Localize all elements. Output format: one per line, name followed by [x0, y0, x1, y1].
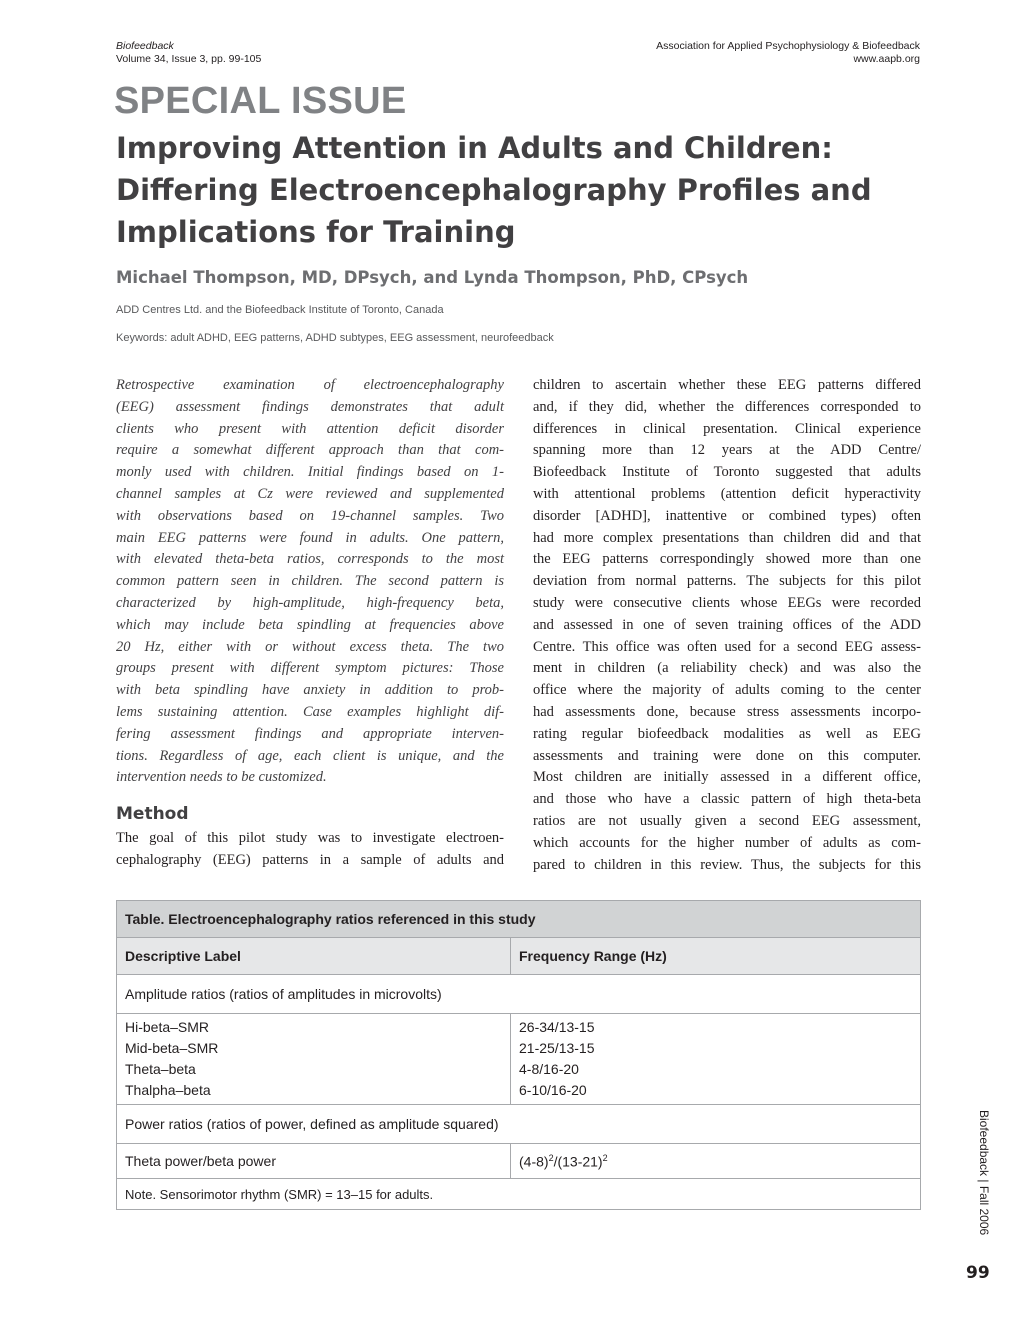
volume-info: Volume 34, Issue 3, pp. 99-105 [116, 53, 262, 65]
power-range [511, 1144, 921, 1179]
abstract-line: common pattern seen in children. The second pattern is [116, 573, 504, 590]
abstract-line: require a somewhat different approach than that com- [116, 442, 504, 459]
side-running-footer [975, 1110, 995, 1260]
body-line: disorder [ADHD], inattentive or combined types) often [533, 507, 921, 524]
table-caption-row [117, 901, 921, 938]
body-line: office where the majority of adults coming to the center [533, 682, 921, 699]
abstract-line: with elevated theta-beta ratios, corresponds to the most [116, 551, 504, 568]
abstract-line: with observations based on 19-channel samples. Two [116, 507, 504, 524]
ratio-label: Hi-beta–SMR [125, 1019, 210, 1035]
ratio-range: 6-10/16-20 [519, 1082, 587, 1098]
keywords: Keywords: adult ADHD, EEG patterns, ADHD subtypes, EEG assessment, neurofeedback [116, 332, 554, 344]
abstract-line: which may include beta spindling at frequencies above [116, 616, 504, 633]
table-note: Note. Sensorimotor rhythm (SMR) = 13–15 for adults. [117, 1179, 921, 1210]
title-line-2: Differing Electroencephalography Profiles and [116, 173, 872, 207]
body-line: ment in children (a reliability check) and was also the [533, 660, 921, 677]
right-column-body [533, 375, 921, 876]
power-range-part: (4-8) [519, 1153, 549, 1170]
side-label: Biofeedback | Fall 2006 [977, 1110, 991, 1236]
method-line: The goal of this pilot study was to investigate electroen- [116, 830, 504, 846]
body-line: ratios are not usually given a second EEG assessment, [533, 812, 921, 829]
ratio-label: Mid-beta–SMR [125, 1040, 219, 1056]
eeg-ratio-table [116, 900, 921, 1210]
column-header-label: Descriptive Label [117, 938, 511, 975]
abstract-line: lems sustaining attention. Case examples highlight dif- [116, 703, 504, 720]
ratio-range: 4-8/16-20 [519, 1061, 579, 1077]
abstract-line: Retrospective examination of electroencephalography [116, 377, 504, 393]
table-section-row [117, 975, 921, 1014]
power-range-part: /(13-21) [553, 1153, 603, 1170]
amplitude-labels-cell [117, 1014, 511, 1105]
body-line: Centre. This office was often used for a second EEG assess- [533, 638, 921, 655]
amplitude-ranges-cell [511, 1014, 921, 1105]
body-line: rating regular biofeedback modalities as well as EEG [533, 725, 921, 742]
method-body [116, 828, 504, 872]
page-number: 99 [966, 1263, 990, 1283]
power-label: Theta power/beta power [117, 1144, 511, 1179]
abstract-line: clients who present with attention deficit disorder [116, 420, 504, 437]
power-section-label: Power ratios (ratios of power, defined as amplitude squared) [117, 1105, 921, 1144]
table-note-row [117, 1179, 921, 1210]
table-header-row [117, 938, 921, 975]
abstract-line: channel samples at Cz were reviewed and supplemented [116, 485, 504, 502]
abstract-line: (EEG) assessment findings demonstrates that adult [116, 398, 504, 415]
column-header-range: Frequency Range (Hz) [511, 938, 921, 975]
title-line-3: Implications for Training [116, 215, 516, 249]
body-line: children to ascertain whether these EEG patterns differed [533, 377, 921, 393]
body-line: with attentional problems (attention deficit hyperactivity [533, 485, 921, 502]
body-line: and those who have a classic pattern of high theta-beta [533, 791, 921, 808]
ratio-range: 21-25/13-15 [519, 1040, 595, 1056]
title-line-1: Improving Attention in Adults and Children: [116, 131, 833, 165]
body-line: deviation from normal patterns. The subjects for this pilot [533, 573, 921, 590]
body-line: pared to children in this review. Thus, the subjects for this [533, 856, 921, 873]
power-exponent: 2 [602, 1152, 608, 1163]
abstract-line: 20 Hz, either with or without excess theta. The two [116, 638, 504, 655]
abstract [116, 375, 504, 789]
abstract-line: groups present with different symptom pictures: Those [116, 660, 504, 677]
table-row [117, 1014, 921, 1105]
abstract-line: tions. Regardless of age, each client is unique, and the [116, 747, 504, 764]
body-line: had more complex presentations than children did and that [533, 529, 921, 546]
body-line: and, if they did, whether the differences corresponded to [533, 398, 921, 415]
abstract-line: with beta spindling have anxiety in addition to prob- [116, 682, 504, 699]
special-issue-banner: SPECIAL ISSUE [114, 80, 407, 122]
body-line: Most children are initially assessed in a different office, [533, 769, 921, 786]
table-row [117, 1144, 921, 1179]
body-line: spanning more than 12 years at the ADD Centre/ [533, 442, 921, 459]
body-line: had assessments done, because stress assessments incorpo- [533, 703, 921, 720]
ratio-label: Theta–beta [125, 1061, 196, 1077]
body-line: Biofeedback Institute of Toronto suggested that adults [533, 464, 921, 481]
ratio-range: 26-34/13-15 [519, 1019, 595, 1035]
table-caption: Table. Electroencephalography ratios referenced in this study [117, 901, 921, 938]
body-line: the EEG patterns correspondingly showed more than one [533, 551, 921, 568]
amplitude-section-label: Amplitude ratios (ratios of amplitudes in microvolts) [117, 975, 921, 1014]
body-line: assessments and training were done on this computer. [533, 747, 921, 764]
body-line: and assessed in one of seven training offices of the ADD [533, 616, 921, 633]
abstract-line: characterized by high-amplitude, high-frequency beta, [116, 594, 504, 611]
abstract-line: main EEG patterns were found in adults. One pattern, [116, 529, 504, 546]
website-link[interactable]: www.aapb.org [853, 53, 920, 65]
abstract-line: fering assessment findings and appropriate interven- [116, 725, 504, 742]
affiliation: ADD Centres Ltd. and the Biofeedback Institute of Toronto, Canada [116, 304, 444, 316]
abstract-line: intervention needs to be customized. [116, 769, 327, 786]
method-line: cephalography (EEG) patterns in a sample of adults and [116, 851, 504, 868]
power-exponent: 2 [548, 1152, 554, 1163]
method-heading: Method [116, 804, 189, 824]
ratio-label: Thalpha–beta [125, 1082, 211, 1098]
abstract-line: monly used with children. Initial findings based on 1- [116, 464, 504, 481]
association-name: Association for Applied Psychophysiology & Biofeedback [656, 40, 920, 52]
table-section-row [117, 1105, 921, 1144]
journal-name: Biofeedback [116, 40, 174, 52]
body-line: which accounts for the higher number of adults as com- [533, 834, 921, 851]
authors: Michael Thompson, MD, DPsych, and Lynda Thompson, PhD, CPsych [116, 268, 749, 287]
body-line: study were consecutive clients whose EEGs were recorded [533, 594, 921, 611]
body-line: differences in clinical presentation. Clinical experience [533, 420, 921, 437]
